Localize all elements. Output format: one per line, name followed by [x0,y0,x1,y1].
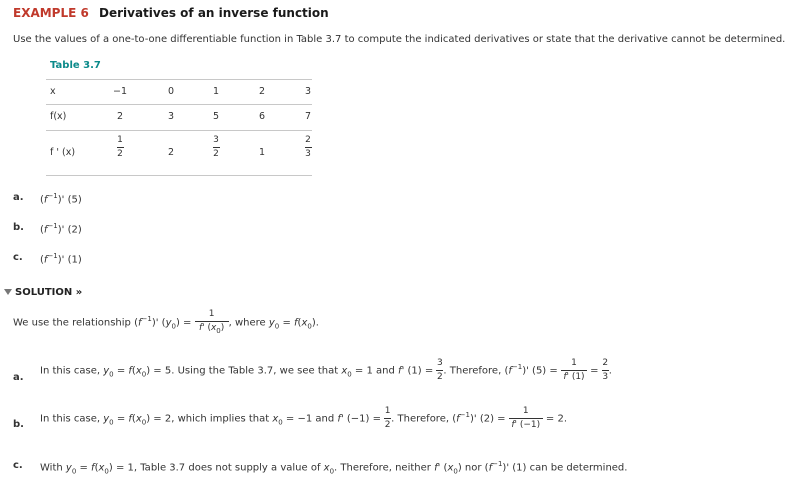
table-cell-fraction: $\frac{2}{3}$ [305,135,311,159]
table-cell: −1 [112,86,127,97]
table-cell: 2 [116,111,124,122]
table-rule [46,130,312,131]
answer-b: In this case, $y_0 = f(x_0) = 2$, which implies that $x_0 = -1$ and f' (−1) = $\frac{1}{2}$ . Therefore, $(f^{-1})'$ (2) = $\frac{1}{f' (-1)}$ = 2. [40,406,568,430]
question-letter: a. [13,192,24,203]
table-cell-fraction: $\frac{3}{2}$ [213,135,219,159]
example-label: EXAMPLE 6 [13,6,89,20]
table-cell: 2 [167,147,175,158]
table-cell: 7 [304,111,312,122]
question-letter: b. [13,222,24,233]
table-cell: 5 [212,111,220,122]
question-b: $(f^{-1})'$ (2) [40,222,82,236]
question-a: $(f^{-1})'$ (5) [40,192,82,206]
expand-triangle-icon [4,289,12,295]
answer-letter: b. [13,419,24,430]
answer-letter: a. [13,372,24,383]
row-label-fx: f(x) [50,111,67,122]
question-letter: c. [13,252,23,263]
table-top-rule [46,79,312,80]
table-cell: 0 [167,86,175,97]
table-bottom-rule [46,175,312,176]
row-label-fpx: f ' (x) [50,147,76,158]
answer-letter: c. [13,460,23,471]
table-cell: 3 [167,111,175,122]
table-cell: 2 [258,86,266,97]
answer-c: With $y_0 = f(x_0) = 1$, Table 3.7 does not supply a value of $x_0$. Therefore, neither f' $(x_0)$ nor $(f^{-1})'$ (1) can be determined. [40,460,628,476]
table-cell-fraction: $\frac{1}{2}$ [117,135,123,159]
example-title: Derivatives of an inverse function [99,6,329,20]
solution-toggle[interactable]: SOLUTION » [4,287,82,298]
table-cell: 1 [212,86,220,97]
table-cell: 6 [258,111,266,122]
question-c: $(f^{-1})'$ (1) [40,252,82,266]
table-rule [46,104,312,105]
table-cell: 3 [304,86,312,97]
table-cell: 1 [258,147,266,158]
table-caption: Table 3.7 [50,60,101,71]
intro-text: Use the values of a one-to-one differentiable function in Table 3.7 to compute the indicated derivatives or state that the derivative cannot be determined. [13,34,786,45]
answer-a: In this case, $y_0 = f(x_0) = 5$. Using the Table 3.7, we see that $x_0 = 1$ and f' (1) = $\frac{3}{2}$ . Therefore, $(f^{-1})'$ (5) = $\frac{1}{f' (1)}$ = $\frac{2}{3}$ . [40,358,612,382]
relationship-line: We use the relationship $(f^{-1})'$ $(y_0)$ = $\frac{1}{f' (x_0)}$ , where $y_0 = f(x_0)$. [13,309,319,335]
row-label-x: x [50,86,56,97]
